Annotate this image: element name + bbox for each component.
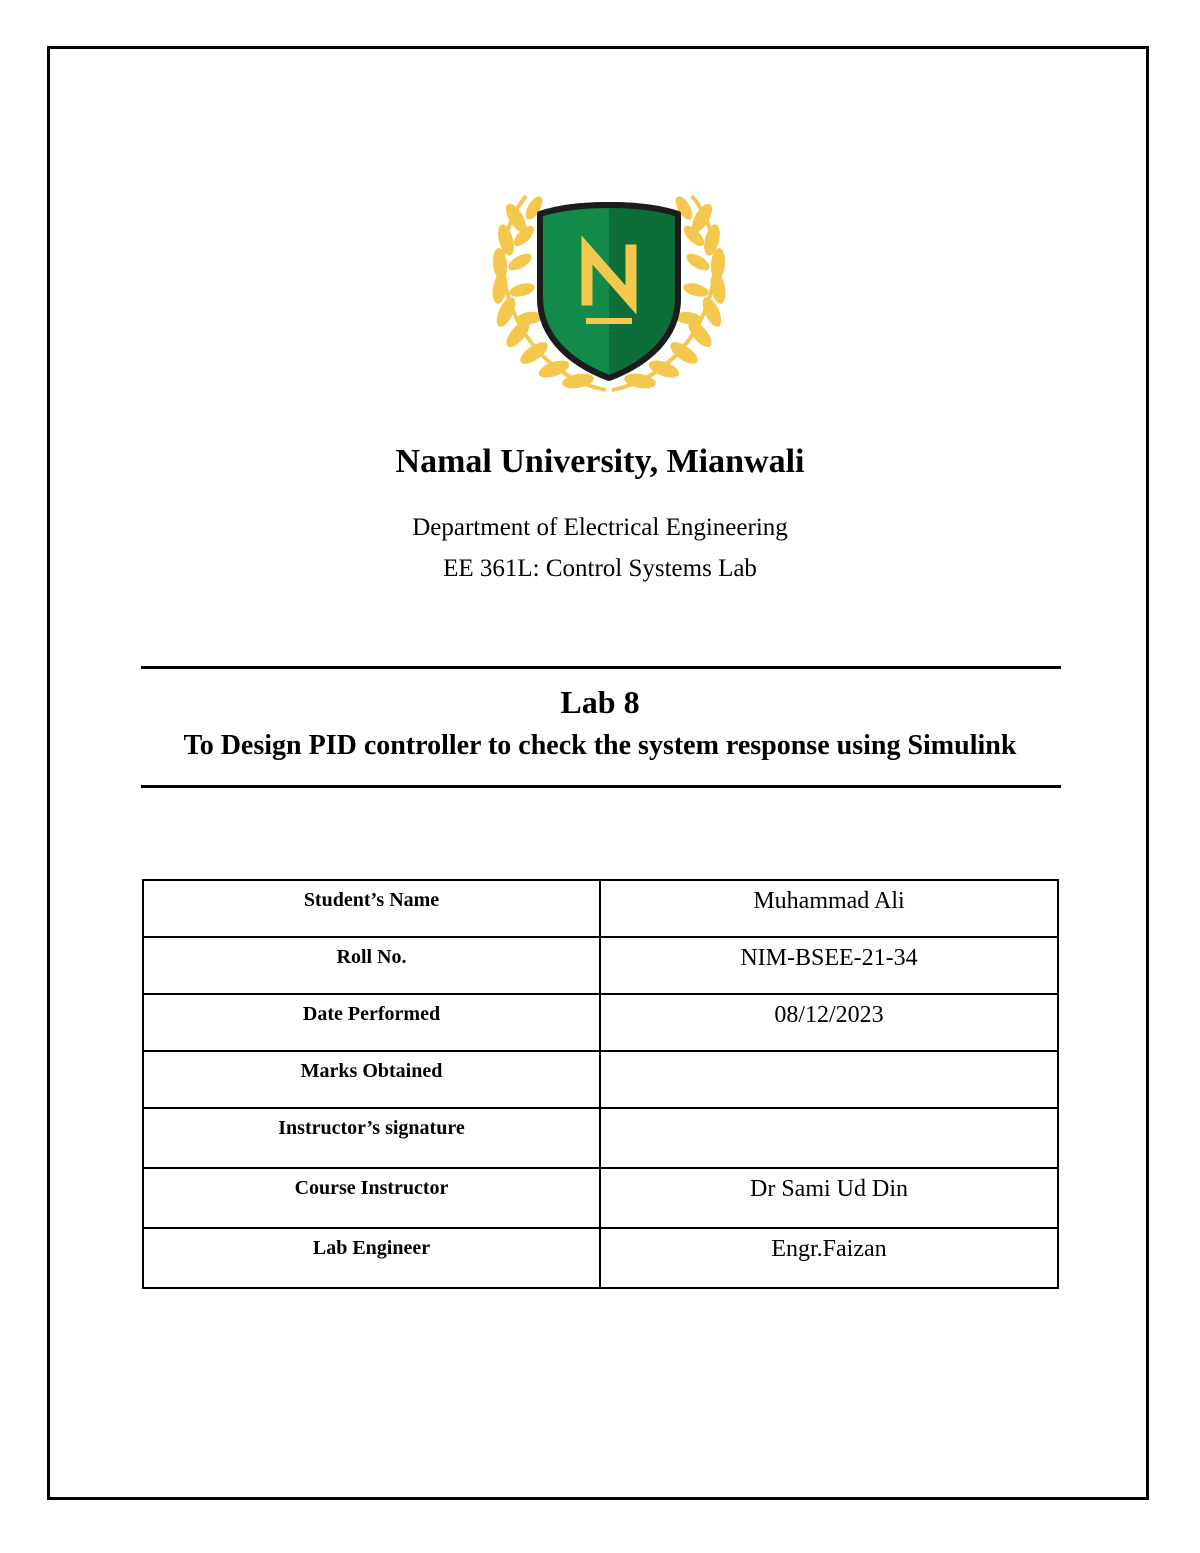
table-cell-value: Muhammad Ali: [600, 880, 1058, 937]
shield-icon: [540, 205, 678, 378]
lab-number: Lab 8: [560, 684, 640, 720]
table-cell-value: Engr.Faizan: [600, 1228, 1058, 1288]
course-name: EE 361L: Control Systems Lab: [443, 555, 757, 582]
table-cell-label: Marks Obtained: [143, 1051, 600, 1108]
table-cell-value: 08/12/2023: [600, 994, 1058, 1051]
table-row: [143, 1228, 1058, 1288]
table-cell-label: Instructor’s signature: [143, 1108, 600, 1168]
lab-title: To Design PID controller to check the system response using Simulink: [183, 730, 1017, 761]
bottom-divider: [141, 785, 1061, 788]
letter-underline-icon: [586, 318, 632, 324]
table-row: [143, 1051, 1058, 1108]
table-row: [143, 994, 1058, 1051]
university-name: Namal University, Mianwali: [395, 443, 805, 480]
table-row: [143, 1168, 1058, 1228]
info-table: [142, 879, 1059, 1289]
table-cell-label: Date Performed: [143, 994, 600, 1051]
table-row: [143, 880, 1058, 937]
table-cell-value: NIM-BSEE-21-34: [600, 937, 1058, 994]
table-cell-label: Roll No.: [143, 937, 600, 994]
table-row: [143, 937, 1058, 994]
university-logo: [486, 178, 732, 404]
table-row: [143, 1108, 1058, 1168]
table-cell-label: Lab Engineer: [143, 1228, 600, 1288]
department-name: Department of Electrical Engineering: [412, 514, 788, 541]
table-cell-label: Student’s Name: [143, 880, 600, 937]
table-cell-value: Dr Sami Ud Din: [600, 1168, 1058, 1228]
table-cell-value: [600, 1108, 1058, 1168]
table-cell-value: [600, 1051, 1058, 1108]
table-cell-label: Course Instructor: [143, 1168, 600, 1228]
top-divider: [141, 666, 1061, 669]
